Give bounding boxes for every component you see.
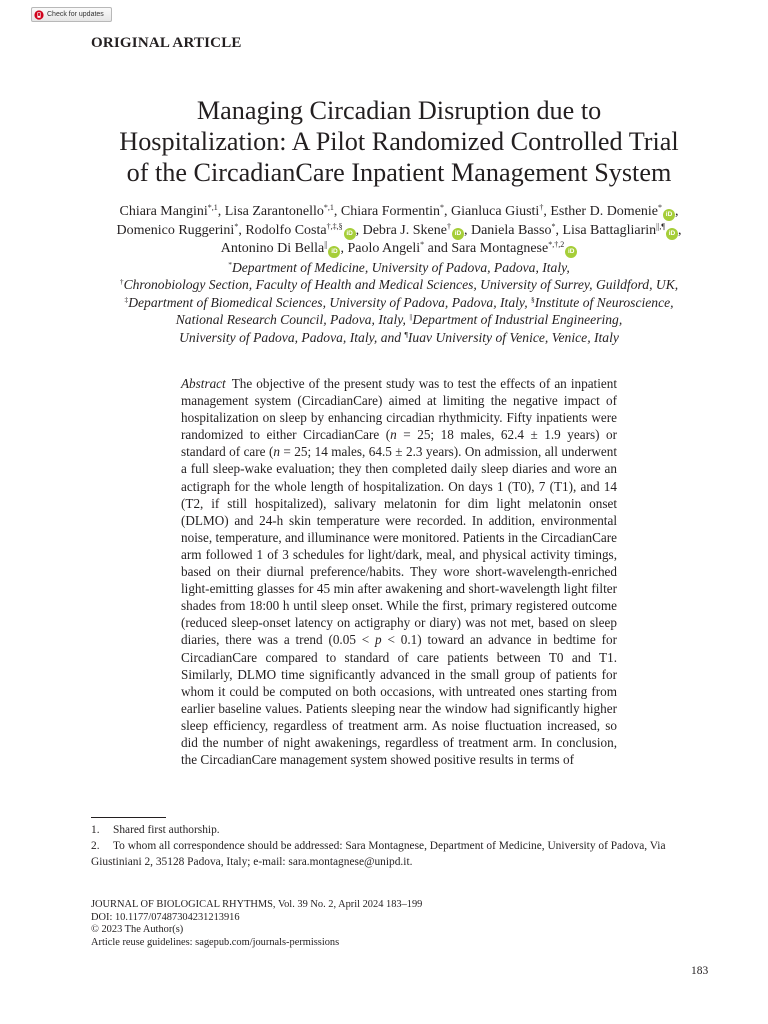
abstract-text: = 25; 18 males, 62.4 ± 1.9 years) or standard of care ( [181, 427, 617, 460]
author-name: Debra J. Skene [362, 222, 447, 238]
orcid-icon[interactable]: iD [565, 246, 577, 258]
footnote-1: 1. Shared first authorship. [91, 824, 220, 836]
title-line: Hospitalization: A Pilot Randomized Controlled Trial [119, 127, 679, 156]
author-affiliation-mark: †,‡,§ [326, 221, 343, 231]
author [451, 204, 543, 219]
author [347, 241, 424, 256]
author [225, 204, 334, 219]
title-line: of the CircadianCare Inpatient Management System [126, 158, 672, 187]
footnotes [91, 822, 717, 871]
author [471, 223, 555, 238]
affiliation-line: National Research Council, Padova, Italy, ||Department of Industrial Engineering, [175, 312, 623, 328]
author-affiliation-mark: † [446, 221, 451, 231]
author-name: Esther D. Domenie [550, 204, 659, 219]
author-name: Sara Montagnese [451, 241, 549, 257]
author-name: Daniela Basso [470, 222, 552, 238]
author-name: Lisa Battagliarin [562, 222, 657, 238]
author-name: Domenico Ruggerini [116, 222, 235, 238]
affiliation-line: ‡Department of Biomedical Sciences, University of Padova, Padova, Italy, §Institute of Neuroscience, [124, 294, 674, 310]
section-label: ORIGINAL ARTICLE [91, 35, 242, 51]
doi: DOI: 10.1177/07487304231213916 [91, 911, 240, 923]
abstract-heading: Abstract [181, 376, 226, 391]
abstract [181, 375, 617, 768]
author-affiliation-mark: || [324, 240, 328, 250]
orcid-icon[interactable]: iD [666, 228, 678, 240]
author-affiliation-mark: * [420, 240, 425, 250]
article-title [70, 95, 728, 188]
correspondence-email-link[interactable]: sara.montagnese@unipd.it [288, 856, 410, 869]
journal-info [91, 899, 591, 949]
abstract-text: = 25; 14 males, 64.5 ± 2.3 years). On admission, all underwent a full sleep-wake evaluation; they then completed daily sleep diaries and wore an actigraph for the whole length of hospitalization. On days 1 (T0), 7 (T1), and 14 (T2, if still hospitalized), salivary melatonin for dim light melatonin onset (DLMO) and 24-h skin temperature were recorded. In addition, environmental noise, temperature, and illuminance were monitored. Patients in the CircadianCare arm followed 1 of 3 schedules for light/dark, meal, and physical activity timings, based on their diurnal preference/habits. They wore short-wavelength-enriched light-emitting glasses for 45 min after awakening and short-wavelength light filter shades from 18:00 h until sleep onset. While the first, primary registered outcome (reduced sleep-onset latency on actigraphy or diary) was not met, based on sleep diaries, there was a trend (0.05 < [181, 444, 617, 648]
affiliations [80, 259, 718, 346]
author-affiliation-mark: * [551, 221, 556, 231]
reuse-guidelines: Article reuse guidelines: sagepub.com/journals-permissions [91, 936, 340, 948]
author-list: Chiara Mangini$^{*,1}$, Lisa Zarantonello$^{*,1}$, Chiara Formentin*, Gianluca Giusti†, Esther D. Domenie*iD , Domenico Ruggerini*, Rodolfo Costa†,‡,§iD , Debra J. Skene†iD , Daniela Basso*, Lisa Battagliarin||,¶iD , Antonino Di Bella||iD , Paolo Angeli* and Sara Montagnese$^{*,\dagger,2}$iD [116, 203, 682, 257]
journal-citation: JOURNAL OF BIOLOGICAL RHYTHMS, Vol. 39 No. 2, April 2024 183–199 [91, 899, 423, 910]
author-affiliation-mark: † [539, 203, 544, 212]
author-affiliation-mark: * [658, 203, 663, 212]
orcid-icon[interactable]: iD [344, 228, 356, 240]
author [221, 241, 341, 256]
author-name: Antonino Di Bella [220, 241, 325, 257]
author-name: Paolo Angeli [347, 241, 421, 257]
orcid-icon[interactable]: iD [663, 209, 675, 221]
author [341, 204, 444, 219]
author [119, 204, 217, 219]
author [562, 223, 678, 238]
author [363, 223, 464, 238]
orcid-icon[interactable]: iD [452, 228, 464, 240]
abstract-italic: p [375, 632, 382, 648]
affiliation-line: †Chronobiology Section, Faculty of Health and Medical Sciences, University of Surrey, Guildford, UK, [119, 277, 679, 293]
author-affiliation-mark: *,1 [323, 203, 334, 212]
check-for-updates-button[interactable] [31, 7, 112, 22]
author [550, 204, 675, 219]
author [117, 223, 239, 238]
crossmark-icon [34, 10, 44, 20]
author-affiliation-mark: *,†,2 [548, 240, 565, 250]
orcid-icon[interactable]: iD [328, 246, 340, 258]
author-affiliation-mark: ||,¶ [656, 221, 665, 231]
author [451, 241, 577, 256]
author-affiliation-mark: * [234, 221, 239, 231]
abstract-text: The objective of the present study was to test the effects of an inpatient management system (CircadianCare) aimed at limiting the negative impact of hospitalization on sleep by enhancing circadian rhythmicity. Fifty inpatients were randomized to either CircadianCare ( [181, 376, 617, 443]
author-name: Rodolfo Costa [245, 222, 327, 238]
check-for-updates-label: Check for updates [47, 11, 104, 18]
author [245, 223, 355, 238]
copyright: © 2023 The Author(s) [91, 924, 184, 936]
title-line: Managing Circadian Disruption due to [196, 96, 602, 125]
footnote-2: 2. To whom all correspondence should be addressed: Sara Montagnese, Department of Medicine, University of Padova, Via Giustiniani 2, 35128 Padova, Italy; e-mail: sara.montagnese@unipd.it. [91, 840, 666, 869]
affiliation-line: *Department of Medicine, University of Padova, Padova, Italy, [228, 260, 570, 275]
abstract-text: < 0.1) toward an advance in bedtime for CircadianCare compared to standard of care patients between T0 and T1. Similarly, DLMO time significantly advanced in the small group of patients for whom it could be computed on both occasions, with untreated ones starting from earlier baseline values. Patients sleeping near the window had significantly higher sleep efficiency, regardless of treatment arm. As noise fluctuation increased, so did the number of night awakenings, regardless of treatment arm. In conclusion, the CircadianCare management system showed positive results in terms of [181, 632, 617, 768]
author-affiliation-mark: *,1 [207, 203, 218, 212]
footnote-divider [91, 817, 166, 818]
author-name: Lisa Zarantonello [224, 204, 324, 219]
author-name: Gianluca Giusti [451, 204, 540, 219]
abstract-italic: n [390, 427, 397, 443]
author-name: Chiara Formentin [340, 204, 441, 219]
page-number: 183 [691, 965, 709, 977]
author-name: Chiara Mangini [119, 204, 208, 219]
abstract-italic: n [273, 444, 280, 460]
affiliation-line: University of Padova, Padova, Italy, and ¶Iuav University of Venice, Venice, Italy [179, 329, 619, 345]
author-affiliation-mark: * [440, 203, 445, 212]
